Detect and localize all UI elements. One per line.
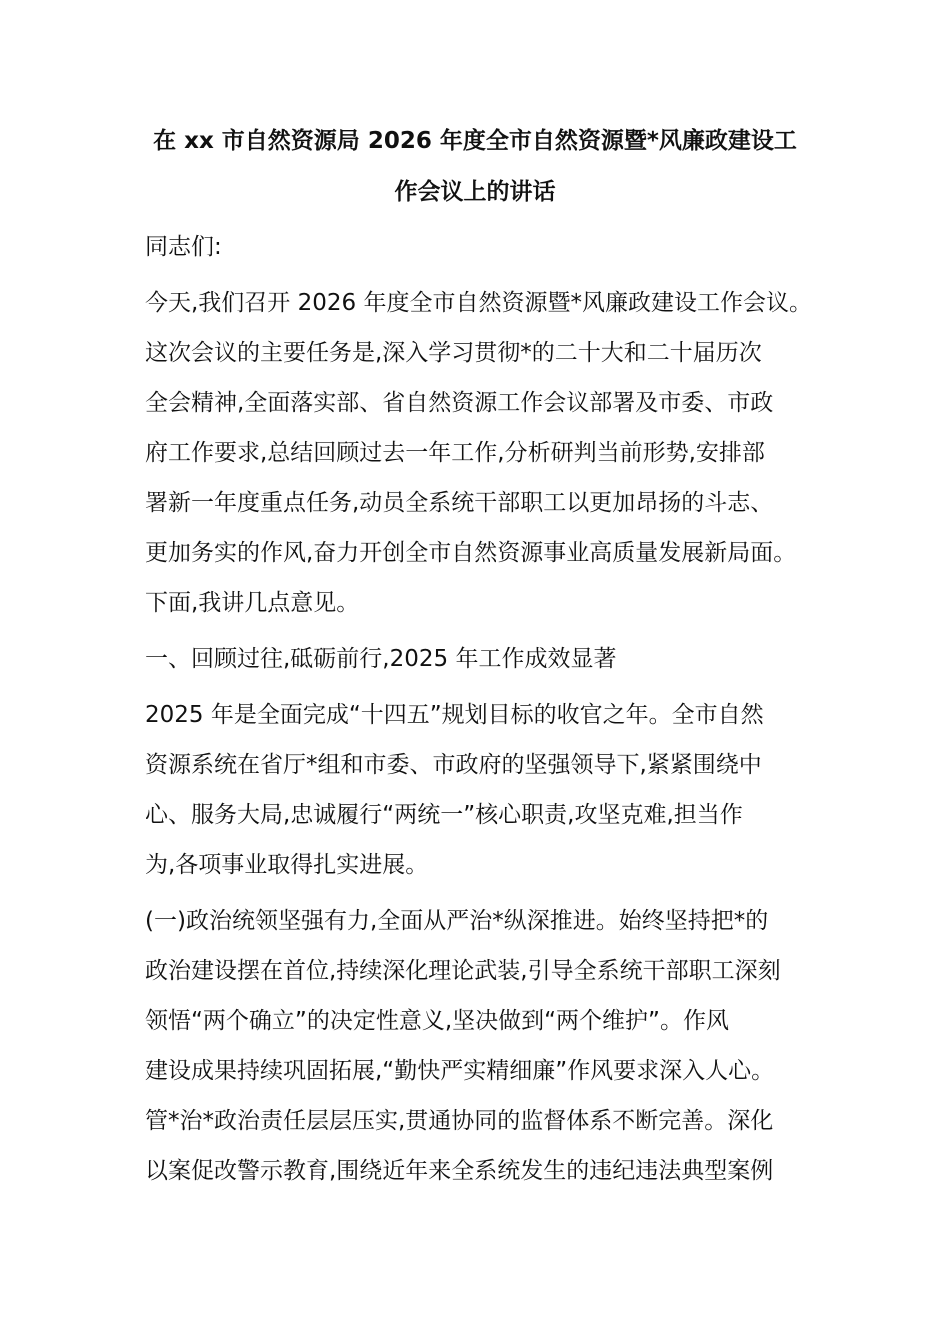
paragraph-line: 为,各项事业取得扎实进展。 bbox=[145, 852, 429, 878]
paragraph-line: 建设成果持续巩固拓展,“勤快严实精细廉”作风要求深入人心。 bbox=[145, 1058, 775, 1084]
paragraph-line: 府工作要求,总结回顾过去一年工作,分析研判当前形势,安排部 bbox=[145, 440, 765, 466]
paragraph-line: 领悟“两个确立”的决定性意义,坚决做到“两个维护”。作风 bbox=[145, 1008, 729, 1034]
paragraph-line: 资源系统在省厅*组和市委、市政府的坚强领导下,紧紧围绕中 bbox=[145, 752, 762, 778]
paragraph-line: 以案促改警示教育,围绕近年来全系统发生的违纪违法典型案例 bbox=[145, 1158, 774, 1184]
paragraph-line: (一)政治统领坚强有力,全面从严治*纵深推进。始终坚持把*的 bbox=[145, 908, 769, 934]
section-heading: 一、回顾过往,砥砺前行,2025 年工作成效显著 bbox=[145, 646, 617, 672]
paragraph-line: 今天,我们召开 2026 年度全市自然资源暨*风廉政建设工作会议。 bbox=[145, 290, 812, 316]
paragraph-line: 心、服务大局,忠诚履行“两统一”核心职责,攻坚克难,担当作 bbox=[145, 802, 743, 828]
paragraph-line: 2025 年是全面完成“十四五”规划目标的收官之年。全市自然 bbox=[145, 702, 764, 728]
document-title-line-2: 作会议上的讲话 bbox=[394, 179, 556, 205]
paragraph-line: 更加务实的作风,奋力开创全市自然资源事业高质量发展新局面。 bbox=[145, 540, 797, 566]
paragraph-line: 这次会议的主要任务是,深入学习贯彻*的二十大和二十届历次 bbox=[145, 340, 762, 366]
salutation: 同志们: bbox=[145, 234, 222, 260]
paragraph-line: 全会精神,全面落实部、省自然资源工作会议部署及市委、市政 bbox=[145, 390, 774, 416]
document-title-line-1: 在 xx 市自然资源局 2026 年度全市自然资源暨*风廉政建设工 bbox=[153, 128, 797, 154]
paragraph-line: 下面,我讲几点意见。 bbox=[145, 590, 360, 616]
paragraph-line: 管*治*政治责任层层压实,贯通协同的监督体系不断完善。深化 bbox=[145, 1108, 774, 1134]
paragraph-line: 政治建设摆在首位,持续深化理论武装,引导全系统干部职工深刻 bbox=[145, 958, 781, 984]
paragraph-line: 署新一年度重点任务,动员全系统干部职工以更加昂扬的斗志、 bbox=[145, 490, 774, 516]
